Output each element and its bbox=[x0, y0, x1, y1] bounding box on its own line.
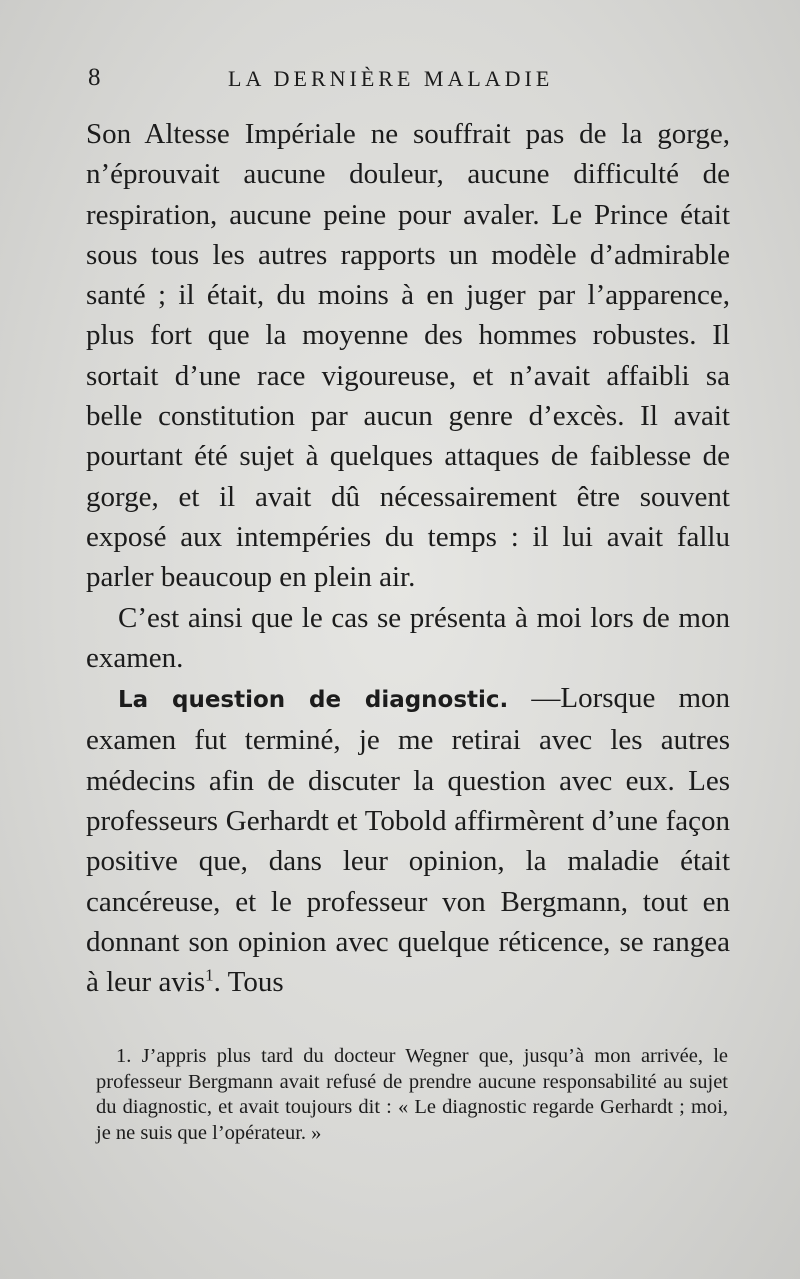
paragraph-2: C’est ainsi que le cas se présenta à moi lors de mon examen. bbox=[86, 601, 730, 674]
paragraph-3 bbox=[86, 678, 730, 1002]
paragraph-1: Son Altesse Impériale ne souffrait pas de la gorge, n’éprouvait aucune douleur, aucune difficulté de respiration, aucune peine pour avaler. Le Prince était sous tous les autres rapports un modèle d’admirable santé ; il était, du moins à en juger par l’apparence, plus fort que la moyenne des hommes robustes. Il sortait d’une race vigoureuse, et n’avait affaibli sa belle constitution par aucun genre d’excès. Il avait pourtant été sujet à quelques attaques de faiblesse de gorge, et il avait dû nécessairement être souvent exposé aux intempéries du temps : il lui avait fallu parler beaucoup en plein air. bbox=[86, 118, 730, 594]
page-number: 8 bbox=[88, 64, 101, 91]
body-text bbox=[86, 114, 730, 1003]
section-title: La question de diagnostic. bbox=[118, 687, 509, 714]
paragraph-3-text: —Lorsque mon examen fut terminé, je me retirai avec les autres médecins afin de discuter la question avec eux. Les professeurs Gerhardt et Tobold affirmèrent d’une façon positive que, dans leur opinion, la maladie était cancéreuse, et le professeur von Bergmann, tout en donnant son opinion avec quelque réticence, se rangea à leur avis bbox=[86, 682, 731, 999]
footnote-text: 1. J’appris plus tard du docteur Wegner que, jusqu’à mon arrivée, le professeur Bergmann avait refusé de prendre aucune responsabilité au sujet du diagnostic, et avait toujours dit : « Le diagnostic regarde Gerhardt ; moi, je ne suis que l’opérateur. » bbox=[96, 1045, 728, 1144]
footnote-reference[interactable]: 1 bbox=[205, 965, 214, 985]
running-head bbox=[88, 64, 740, 98]
paragraph-3-end: . Tous bbox=[213, 966, 284, 999]
footnote bbox=[96, 1044, 728, 1146]
running-title: LA DERNIÈRE MALADIE bbox=[228, 66, 554, 91]
